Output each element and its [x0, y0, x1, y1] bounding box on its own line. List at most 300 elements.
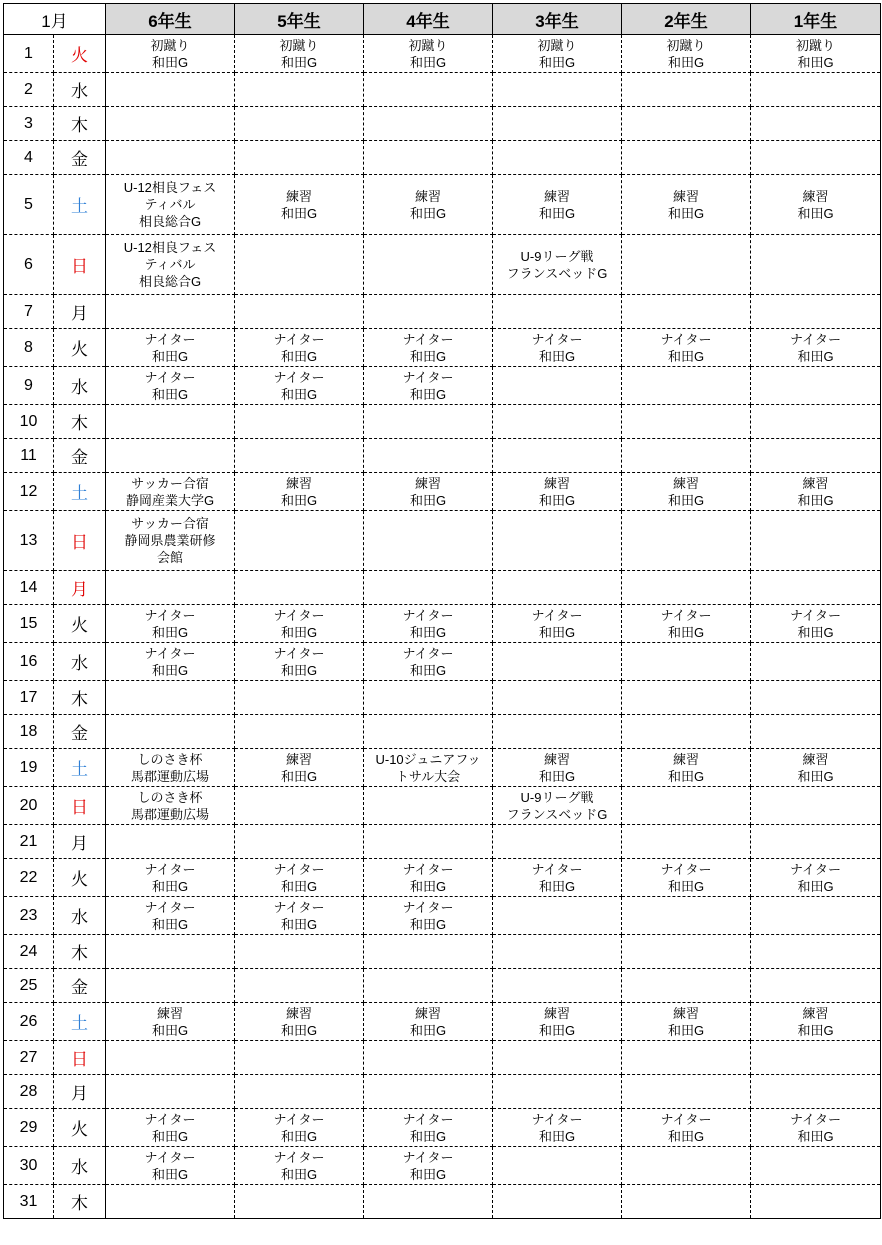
schedule-cell [493, 35, 622, 73]
event-text: ナイター [144, 331, 196, 347]
event-text: ナイター [402, 331, 454, 347]
event-text: 相良総合G [138, 274, 202, 289]
schedule-cell [106, 1003, 235, 1041]
schedule-cell [106, 605, 235, 643]
weekday-label: 月 [54, 295, 106, 329]
day-row [4, 439, 881, 473]
schedule-cell [622, 175, 751, 235]
weekday-label: 水 [54, 643, 106, 681]
grade-header: 3年生 [493, 4, 622, 35]
event-text: 和田G [667, 1022, 705, 1038]
event-text: 和田G [280, 624, 318, 640]
schedule-cell [493, 439, 622, 473]
event-text: ナイター [273, 331, 325, 347]
weekday-label: 水 [54, 1147, 106, 1185]
event-text: サッカー合宿 [131, 475, 209, 491]
event-text: しのさき杯 [137, 751, 203, 767]
event-text: 和田G [797, 624, 834, 640]
schedule-cell [622, 1003, 751, 1041]
event-text: 和田G [151, 54, 189, 70]
event-text: 練習 [802, 751, 829, 767]
event-text: 和田G [409, 386, 447, 402]
schedule-cell [622, 329, 751, 367]
schedule-cell [493, 1041, 622, 1075]
schedule-cell [622, 439, 751, 473]
event-text: 和田G [409, 878, 447, 894]
event-text: 和田G [151, 386, 189, 402]
schedule-cell [622, 405, 751, 439]
schedule-cell [235, 643, 364, 681]
day-row [4, 897, 881, 935]
schedule-cell [106, 897, 235, 935]
schedule-cell [235, 715, 364, 749]
day-number: 30 [4, 1147, 54, 1185]
schedule-cell [751, 935, 881, 969]
day-number: 5 [4, 175, 54, 235]
schedule-cell [493, 1185, 622, 1219]
schedule-cell [493, 367, 622, 405]
day-number: 12 [4, 473, 54, 511]
event-text: U-12相良フェス [123, 240, 217, 255]
day-number: 3 [4, 107, 54, 141]
event-text: 和田G [797, 768, 834, 784]
event-text: ナイター [144, 1111, 196, 1127]
schedule-cell [622, 605, 751, 643]
event-text: 練習 [285, 751, 312, 767]
event-text: 会館 [156, 550, 183, 565]
weekday-label: 火 [54, 605, 106, 643]
event-text: 和田G [280, 348, 318, 364]
schedule-cell [364, 367, 493, 405]
schedule-cell [235, 787, 364, 825]
schedule-cell [493, 1109, 622, 1147]
grade-header: 1年生 [751, 4, 881, 35]
schedule-cell [751, 859, 881, 897]
grade-header: 5年生 [235, 4, 364, 35]
event-text: 和田G [538, 878, 576, 894]
schedule-cell [751, 1147, 881, 1185]
grade-header: 6年生 [106, 4, 235, 35]
schedule-cell [364, 1003, 493, 1041]
schedule-cell [751, 235, 881, 295]
schedule-cell [364, 897, 493, 935]
weekday-label: 月 [54, 825, 106, 859]
schedule-cell [364, 1041, 493, 1075]
schedule-cell [493, 1075, 622, 1109]
event-text: 和田G [797, 54, 834, 70]
weekday-label: 火 [54, 1109, 106, 1147]
schedule-cell [235, 1041, 364, 1075]
day-number: 16 [4, 643, 54, 681]
schedule-cell [622, 473, 751, 511]
schedule-cell [364, 1109, 493, 1147]
month-label: 1月 [4, 4, 106, 35]
day-number: 20 [4, 787, 54, 825]
schedule-cell [493, 141, 622, 175]
weekday-label: 土 [54, 749, 106, 787]
day-row [4, 175, 881, 235]
schedule-body [4, 35, 881, 1219]
schedule-cell [106, 405, 235, 439]
event-text: ナイター [789, 1111, 842, 1127]
event-text: ナイター [402, 861, 454, 877]
day-row [4, 605, 881, 643]
schedule-cell [106, 571, 235, 605]
day-row [4, 571, 881, 605]
schedule-cell [364, 35, 493, 73]
day-number: 27 [4, 1041, 54, 1075]
schedule-cell [106, 1041, 235, 1075]
day-row [4, 825, 881, 859]
day-row [4, 405, 881, 439]
schedule-cell [751, 1185, 881, 1219]
schedule-cell [235, 295, 364, 329]
schedule-cell [235, 935, 364, 969]
schedule-cell [106, 969, 235, 1003]
day-number: 29 [4, 1109, 54, 1147]
day-row [4, 1003, 881, 1041]
schedule-cell [235, 235, 364, 295]
event-text: 和田G [409, 348, 447, 364]
schedule-cell [622, 1147, 751, 1185]
event-text: 練習 [414, 475, 441, 491]
event-text: 和田G [797, 205, 834, 221]
day-row [4, 141, 881, 175]
schedule-cell [235, 35, 364, 73]
event-text: 和田G [667, 1128, 705, 1144]
weekday-label: 土 [54, 1003, 106, 1041]
event-text: 和田G [280, 492, 318, 508]
schedule-cell [751, 897, 881, 935]
schedule-cell [751, 439, 881, 473]
event-text: 練習 [285, 1005, 312, 1021]
schedule-cell [622, 787, 751, 825]
event-text: 和田G [667, 54, 705, 70]
day-number: 7 [4, 295, 54, 329]
schedule-cell [106, 329, 235, 367]
schedule-cell [235, 969, 364, 1003]
event-text: 和田G [151, 916, 189, 932]
day-number: 10 [4, 405, 54, 439]
schedule-cell [235, 329, 364, 367]
day-number: 24 [4, 935, 54, 969]
day-row [4, 1147, 881, 1185]
event-text: 和田G [280, 662, 318, 678]
schedule-cell [106, 1109, 235, 1147]
event-text: 和田G [151, 1128, 189, 1144]
schedule-cell [106, 511, 235, 571]
schedule-cell [235, 1003, 364, 1041]
schedule-cell [493, 969, 622, 1003]
schedule-cell [493, 235, 622, 295]
day-number: 28 [4, 1075, 54, 1109]
event-text: 和田G [409, 624, 447, 640]
weekday-label: 火 [54, 859, 106, 897]
grade-header: 2年生 [622, 4, 751, 35]
schedule-cell [751, 141, 881, 175]
event-text: ナイター [144, 861, 196, 877]
schedule-cell [364, 1075, 493, 1109]
schedule-cell [751, 787, 881, 825]
event-text: 和田G [797, 1022, 834, 1038]
schedule-cell [364, 969, 493, 1003]
schedule-cell [622, 295, 751, 329]
event-text: 初蹴り [279, 37, 319, 53]
schedule-cell [364, 571, 493, 605]
day-number: 11 [4, 439, 54, 473]
schedule-cell [751, 473, 881, 511]
event-text: ナイター [531, 1111, 583, 1127]
schedule-cell [751, 107, 881, 141]
schedule-cell [364, 73, 493, 107]
day-row [4, 859, 881, 897]
event-text: 和田G [151, 348, 189, 364]
schedule-cell [235, 825, 364, 859]
schedule-cell [235, 439, 364, 473]
event-text: 和田G [538, 205, 576, 221]
schedule-cell [622, 511, 751, 571]
schedule-cell [622, 1075, 751, 1109]
schedule-cell [751, 35, 881, 73]
schedule-cell [364, 473, 493, 511]
event-text: ナイター [144, 369, 196, 385]
schedule-cell [493, 73, 622, 107]
schedule-cell [106, 681, 235, 715]
schedule-cell [106, 1185, 235, 1219]
schedule-cell [364, 1147, 493, 1185]
weekday-label: 木 [54, 405, 106, 439]
schedule-cell [235, 511, 364, 571]
event-text: ナイター [273, 607, 325, 623]
schedule-cell [493, 897, 622, 935]
schedule-cell [751, 1075, 881, 1109]
schedule-cell [106, 825, 235, 859]
day-row [4, 643, 881, 681]
event-text: 和田G [409, 1166, 447, 1182]
event-text: ナイター [402, 1111, 454, 1127]
event-text: 和田G [667, 205, 705, 221]
event-text: 和田G [409, 492, 447, 508]
schedule-cell [622, 367, 751, 405]
event-text: 和田G [667, 624, 705, 640]
weekday-label: 日 [54, 511, 106, 571]
event-text: 練習 [543, 751, 570, 767]
schedule-cell [235, 141, 364, 175]
event-text: 和田G [409, 662, 447, 678]
schedule-cell [235, 571, 364, 605]
schedule-cell [106, 439, 235, 473]
event-text: トサル大会 [395, 768, 461, 784]
event-text: 馬郡運動広場 [130, 806, 209, 822]
schedule-cell [493, 681, 622, 715]
day-number: 2 [4, 73, 54, 107]
event-text: しのさき杯 [137, 789, 203, 805]
event-text: 和田G [280, 205, 318, 221]
schedule-cell [622, 681, 751, 715]
weekday-label: 木 [54, 681, 106, 715]
event-text: ナイター [144, 607, 196, 623]
day-row [4, 715, 881, 749]
schedule-cell [364, 235, 493, 295]
event-text: 相良総合G [138, 214, 202, 229]
schedule-cell [364, 825, 493, 859]
weekday-label: 金 [54, 969, 106, 1003]
event-text: 和田G [280, 386, 318, 402]
event-text: 和田G [538, 1128, 576, 1144]
event-text: 初蹴り [150, 37, 190, 53]
schedule-cell [235, 749, 364, 787]
schedule-cell [622, 1041, 751, 1075]
event-text: 和田G [538, 768, 576, 784]
weekday-label: 木 [54, 1185, 106, 1219]
schedule-cell [622, 107, 751, 141]
day-row [4, 749, 881, 787]
schedule-cell [622, 1109, 751, 1147]
schedule-cell [622, 643, 751, 681]
schedule-cell [364, 175, 493, 235]
weekday-label: 水 [54, 897, 106, 935]
event-text: U-9リーグ戦 [520, 248, 594, 264]
schedule-cell [235, 605, 364, 643]
schedule-cell [106, 35, 235, 73]
schedule-cell [751, 73, 881, 107]
event-text: 練習 [414, 188, 441, 204]
event-text: 和田G [538, 348, 576, 364]
schedule-cell [751, 511, 881, 571]
schedule-cell [493, 715, 622, 749]
weekday-label: 金 [54, 715, 106, 749]
event-text: ナイター [531, 331, 583, 347]
event-text: フランスベッドG [506, 265, 608, 281]
event-text: 練習 [543, 475, 570, 491]
event-text: ナイター [273, 1149, 325, 1165]
event-text: フランスベッドG [506, 806, 608, 822]
event-text: 和田G [280, 54, 318, 70]
event-text: 初蹴り [408, 37, 448, 53]
schedule-cell [622, 1185, 751, 1219]
event-text: ナイター [273, 369, 325, 385]
event-text: U-12相良フェス [123, 180, 217, 195]
day-number: 8 [4, 329, 54, 367]
event-text: ナイター [660, 331, 712, 347]
day-number: 9 [4, 367, 54, 405]
event-text: 和田G [797, 348, 834, 364]
schedule-cell [235, 367, 364, 405]
day-number: 18 [4, 715, 54, 749]
event-text: 練習 [414, 1005, 441, 1021]
event-text: 練習 [285, 475, 312, 491]
schedule-cell [364, 749, 493, 787]
event-text: ナイター [660, 607, 712, 623]
event-text: 練習 [543, 1005, 570, 1021]
event-text: 初蹴り [537, 37, 577, 53]
grade-header: 4年生 [364, 4, 493, 35]
event-text: ナイター [144, 899, 196, 915]
schedule-cell [235, 107, 364, 141]
schedule-cell [106, 73, 235, 107]
schedule-cell [493, 1147, 622, 1185]
schedule-cell [622, 825, 751, 859]
event-text: 練習 [672, 1005, 699, 1021]
schedule-cell [364, 681, 493, 715]
event-text: 和田G [151, 624, 189, 640]
schedule-cell [106, 859, 235, 897]
schedule-cell [106, 367, 235, 405]
schedule-cell [751, 969, 881, 1003]
weekday-label: 木 [54, 935, 106, 969]
schedule-cell [364, 935, 493, 969]
schedule-cell [106, 473, 235, 511]
event-text: ティバル [144, 257, 196, 272]
event-text: ナイター [402, 645, 454, 661]
day-number: 25 [4, 969, 54, 1003]
weekday-label: 金 [54, 439, 106, 473]
schedule-cell [106, 141, 235, 175]
schedule-cell [235, 897, 364, 935]
event-text: ナイター [273, 1111, 325, 1127]
event-text: ナイター [402, 1149, 454, 1165]
event-text: ナイター [789, 861, 842, 877]
schedule-cell [493, 749, 622, 787]
schedule-cell [493, 1003, 622, 1041]
weekday-label: 月 [54, 1075, 106, 1109]
schedule-cell [622, 935, 751, 969]
schedule-cell [364, 715, 493, 749]
schedule-cell [235, 1185, 364, 1219]
schedule-cell [106, 107, 235, 141]
schedule-cell [622, 141, 751, 175]
weekday-label: 水 [54, 73, 106, 107]
schedule-cell [751, 1003, 881, 1041]
event-text: ナイター [273, 899, 325, 915]
event-text: ナイター [789, 331, 842, 347]
schedule-cell [751, 571, 881, 605]
event-text: 練習 [156, 1005, 183, 1021]
schedule-cell [235, 73, 364, 107]
schedule-cell [364, 859, 493, 897]
schedule-cell [493, 511, 622, 571]
schedule-cell [493, 643, 622, 681]
event-text: 和田G [280, 1022, 318, 1038]
schedule-cell [364, 141, 493, 175]
schedule-cell [364, 329, 493, 367]
event-text: 練習 [802, 475, 829, 491]
schedule-cell [106, 787, 235, 825]
event-text: 和田G [538, 624, 576, 640]
event-text: 和田G [409, 916, 447, 932]
event-text: サッカー合宿 [131, 516, 209, 531]
schedule-cell [751, 605, 881, 643]
event-text: 和田G [280, 1128, 318, 1144]
day-number: 17 [4, 681, 54, 715]
event-text: 和田G [667, 768, 705, 784]
schedule-cell [493, 605, 622, 643]
day-row [4, 1109, 881, 1147]
day-row [4, 367, 881, 405]
event-text: 和田G [409, 54, 447, 70]
event-text: ナイター [660, 1111, 712, 1127]
schedule-cell [106, 295, 235, 329]
event-text: ナイター [273, 861, 325, 877]
day-row [4, 787, 881, 825]
event-text: 馬郡運動広場 [130, 768, 209, 784]
schedule-cell [622, 859, 751, 897]
day-row [4, 969, 881, 1003]
event-text: 和田G [667, 878, 705, 894]
schedule-cell [622, 571, 751, 605]
schedule-cell [493, 295, 622, 329]
schedule-cell [235, 1109, 364, 1147]
